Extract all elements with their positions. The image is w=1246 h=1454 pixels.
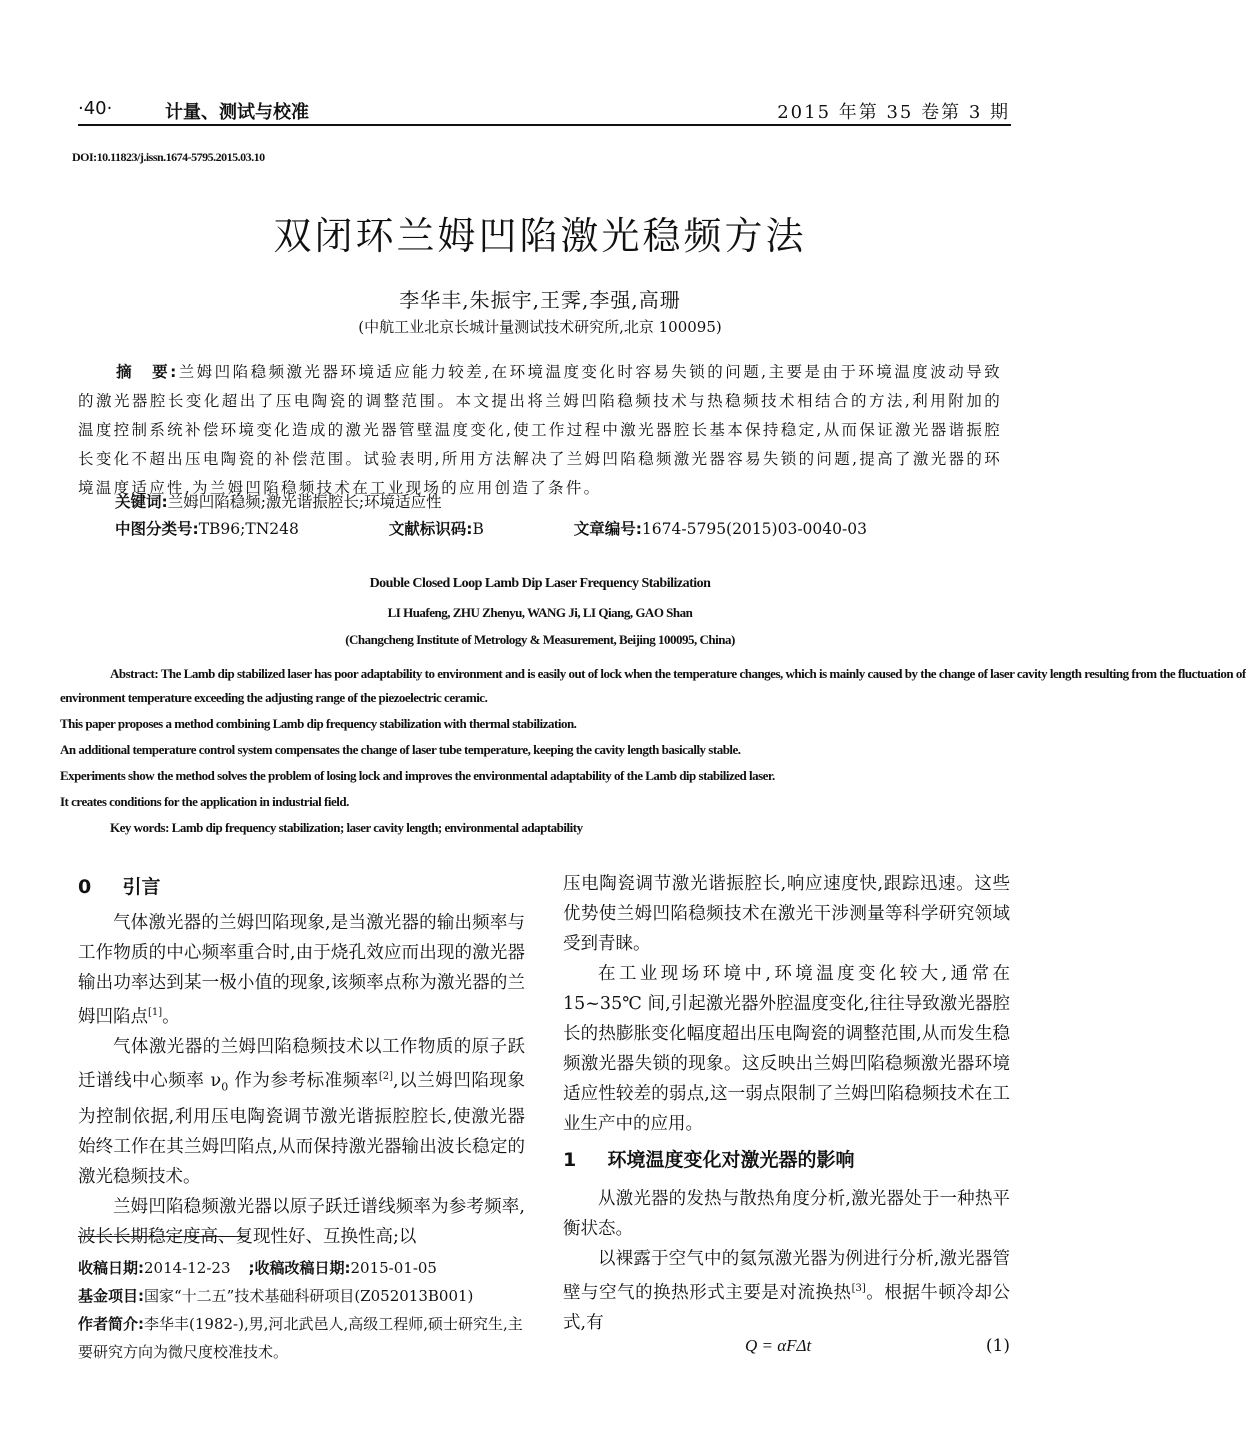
journal-name: 计量、测试与校准 xyxy=(165,102,309,123)
paragraph: 压电陶瓷调节激光谐振腔长,响应速度快,跟踪迅速。这些优势使兰姆凹陷稳频技术在激光干涉测量等科学研究领域受到青睐。 xyxy=(563,874,1010,954)
english-abstract-line: It creates conditions for the application in industrial field. xyxy=(60,794,349,809)
keywords-text: 兰姆凹陷稳频;激光谐振腔长;环境适应性 xyxy=(167,493,442,511)
doc-code-label: 文献标识码: xyxy=(388,520,473,538)
abstract-label: 摘 要: xyxy=(116,363,179,381)
article-number-value: 1674-5795(2015)03-0040-03 xyxy=(641,520,867,538)
paragraph: 从激光器的发热与散热角度分析,激光器处于一种热平衡状态。 xyxy=(563,1189,1010,1239)
english-abstract-line: An additional temperature control system compensates the change of laser tube temperature, keeping the cavity length basically stable. xyxy=(60,742,741,757)
section-0-title: 引言 xyxy=(122,876,161,898)
abstract xyxy=(78,358,1002,503)
english-keywords xyxy=(110,820,990,836)
paragraph: 在工业现场环境中,环境温度变化较大,通常在 15~35℃ 间,引起激光器外腔温度变化,往往导致激光器腔长的热膨胀变化幅度超出压电陶瓷的调整范围,从而发生稳频激光器失锁的现象。这反映出兰姆凹陷稳频激光器环境适应性较差的弱点,这一弱点限制了兰姆凹陷稳频技术在工业生产中的应用。 xyxy=(563,964,1010,1134)
section-0-heading xyxy=(78,872,161,899)
paragraph: 兰姆凹陷稳频激光器以原子跃迁谱线频率为参考频率,波长长期稳定度高、复现性好、互换性高;以 xyxy=(78,1197,525,1248)
english-abstract-line: environment temperature exceeding the adjusting range of the piezoelectric ceramic. xyxy=(60,690,488,705)
right-column-bottom xyxy=(563,1184,1010,1338)
citation: [3] xyxy=(851,1283,866,1294)
citation: [1] xyxy=(148,1007,163,1018)
doi: DOI:10.11823/j.issn.1674-5795.2015.03.10 xyxy=(72,150,265,164)
paragraph: 以裸露于空气中的氦氖激光器为例进行分析,激光器管壁与空气的换热形式主要是对流换热[3]。根据牛顿冷却公式,有 xyxy=(563,1249,1011,1333)
clc-label: 中图分类号: xyxy=(115,520,199,538)
english-affiliation: (Changcheng Institute of Metrology & Measurement, Beijing 100095, China) xyxy=(345,632,735,647)
clc-value: TB96;TN248 xyxy=(198,520,299,538)
english-keywords-text: Lamb dip frequency stabilization; laser cavity length; environmental adaptability xyxy=(171,820,583,835)
keywords-label: 关键词: xyxy=(115,493,168,511)
keywords xyxy=(115,490,442,512)
left-column xyxy=(78,908,525,1252)
english-abstract-line xyxy=(110,666,1246,682)
doc-code-value: B xyxy=(472,520,484,538)
classification xyxy=(115,517,1015,539)
right-column-top xyxy=(563,869,1010,1139)
footnote: 收稿日期:2014-12-23 ;收稿改稿日期:2015-01-05 基金项目:国家“十二五”技术基础科研项目(Z052013B001) 作者简介:李华丰(1982-),男,河北武邑人,高级工程师,硕士研究生,主要研究方向为微尺度校准技术。 xyxy=(78,1259,523,1361)
english-keywords-label: Key words: xyxy=(110,820,169,835)
section-1-number: 1 xyxy=(563,1149,577,1171)
english-authors: LI Huafeng, ZHU Zhenyu, WANG Ji, LI Qiang, GAO Shan xyxy=(387,605,693,620)
header-rule xyxy=(78,124,1011,126)
english-abstract-line: Experiments show the method solves the problem of losing lock and improves the environmental adaptability of the Lamb dip stabilized laser. xyxy=(60,768,775,783)
footnote-rule xyxy=(78,1236,246,1237)
equation-number: (1) xyxy=(985,1336,1010,1356)
equation: Q = αFΔt xyxy=(745,1336,812,1355)
paragraph: 气体激光器的兰姆凹陷稳频技术以工作物质的原子跃迁谱线中心频率 $\nu_0$ 作为参考标准频率[2],以兰姆凹陷现象为控制依据,利用压电陶瓷调节激光谐振腔腔长,使激光器始终工作在其兰姆凹陷点,从而保持激光器输出波长稳定的激光稳频技术。 xyxy=(78,1036,525,1188)
paragraph: 气体激光器的兰姆凹陷现象,是当激光器的输出频率与工作物质的中心频率重合时,由于烧孔效应而出现的激光器输出功率达到某一极小值的现象,该频率点称为激光器的兰姆凹陷点[1]。 xyxy=(78,913,525,1027)
article-number-label: 文章编号: xyxy=(573,520,642,538)
english-abstract-text: The Lamb dip stabilized laser has poor adaptability to environment and is easily out of lock when the temperature changes, which is mainly caused by the change of laser cavity length resulting from the fluctuation of xyxy=(160,666,1246,681)
section-1-title: 环境温度变化对激光器的影响 xyxy=(607,1149,855,1171)
abstract-text: 兰姆凹陷稳频激光器环境适应能力较差,在环境温度变化时容易失锁的问题,主要是由于环境温度波动导致的激光器腔长变化超出了压电陶瓷的调整范围。本文提出将兰姆凹陷稳频技术与热稳频技术相结合的方法,利用附加的温度控制系统补偿环境变化造成的激光器管壁温度变化,使工作过程中激光器腔长基本保持稳定,从而保证激光器谐振腔长变化不超出压电陶瓷的补偿范围。试验表明,所用方法解决了兰姆凹陷稳频激光器容易失锁的问题,提高了激光器的环境温度适应性,为兰姆凹陷稳频技术在工业现场的应用创造了条件。 xyxy=(78,363,1002,497)
english-abstract-label: Abstract: xyxy=(110,666,159,681)
english-abstract-line: This paper proposes a method combining Lamb dip frequency stabilization with thermal stabilization. xyxy=(60,716,577,731)
paper-title: 双闭环兰姆凹陷激光稳频方法 xyxy=(273,214,807,258)
affiliation: (中航工业北京长城计量测试技术研究所,北京 100095) xyxy=(358,318,722,336)
section-1-heading xyxy=(563,1145,855,1172)
issue-info: 2015 年第 35 卷第 3 期 xyxy=(777,102,1010,123)
english-title: Double Closed Loop Lamb Dip Laser Frequency Stabilization xyxy=(369,576,711,591)
section-0-number: 0 xyxy=(78,876,92,898)
citation: [2] xyxy=(378,1070,393,1082)
authors: 李华丰,朱振宇,王霁,李强,高珊 xyxy=(399,288,681,312)
page-number: ·40· xyxy=(78,98,113,119)
